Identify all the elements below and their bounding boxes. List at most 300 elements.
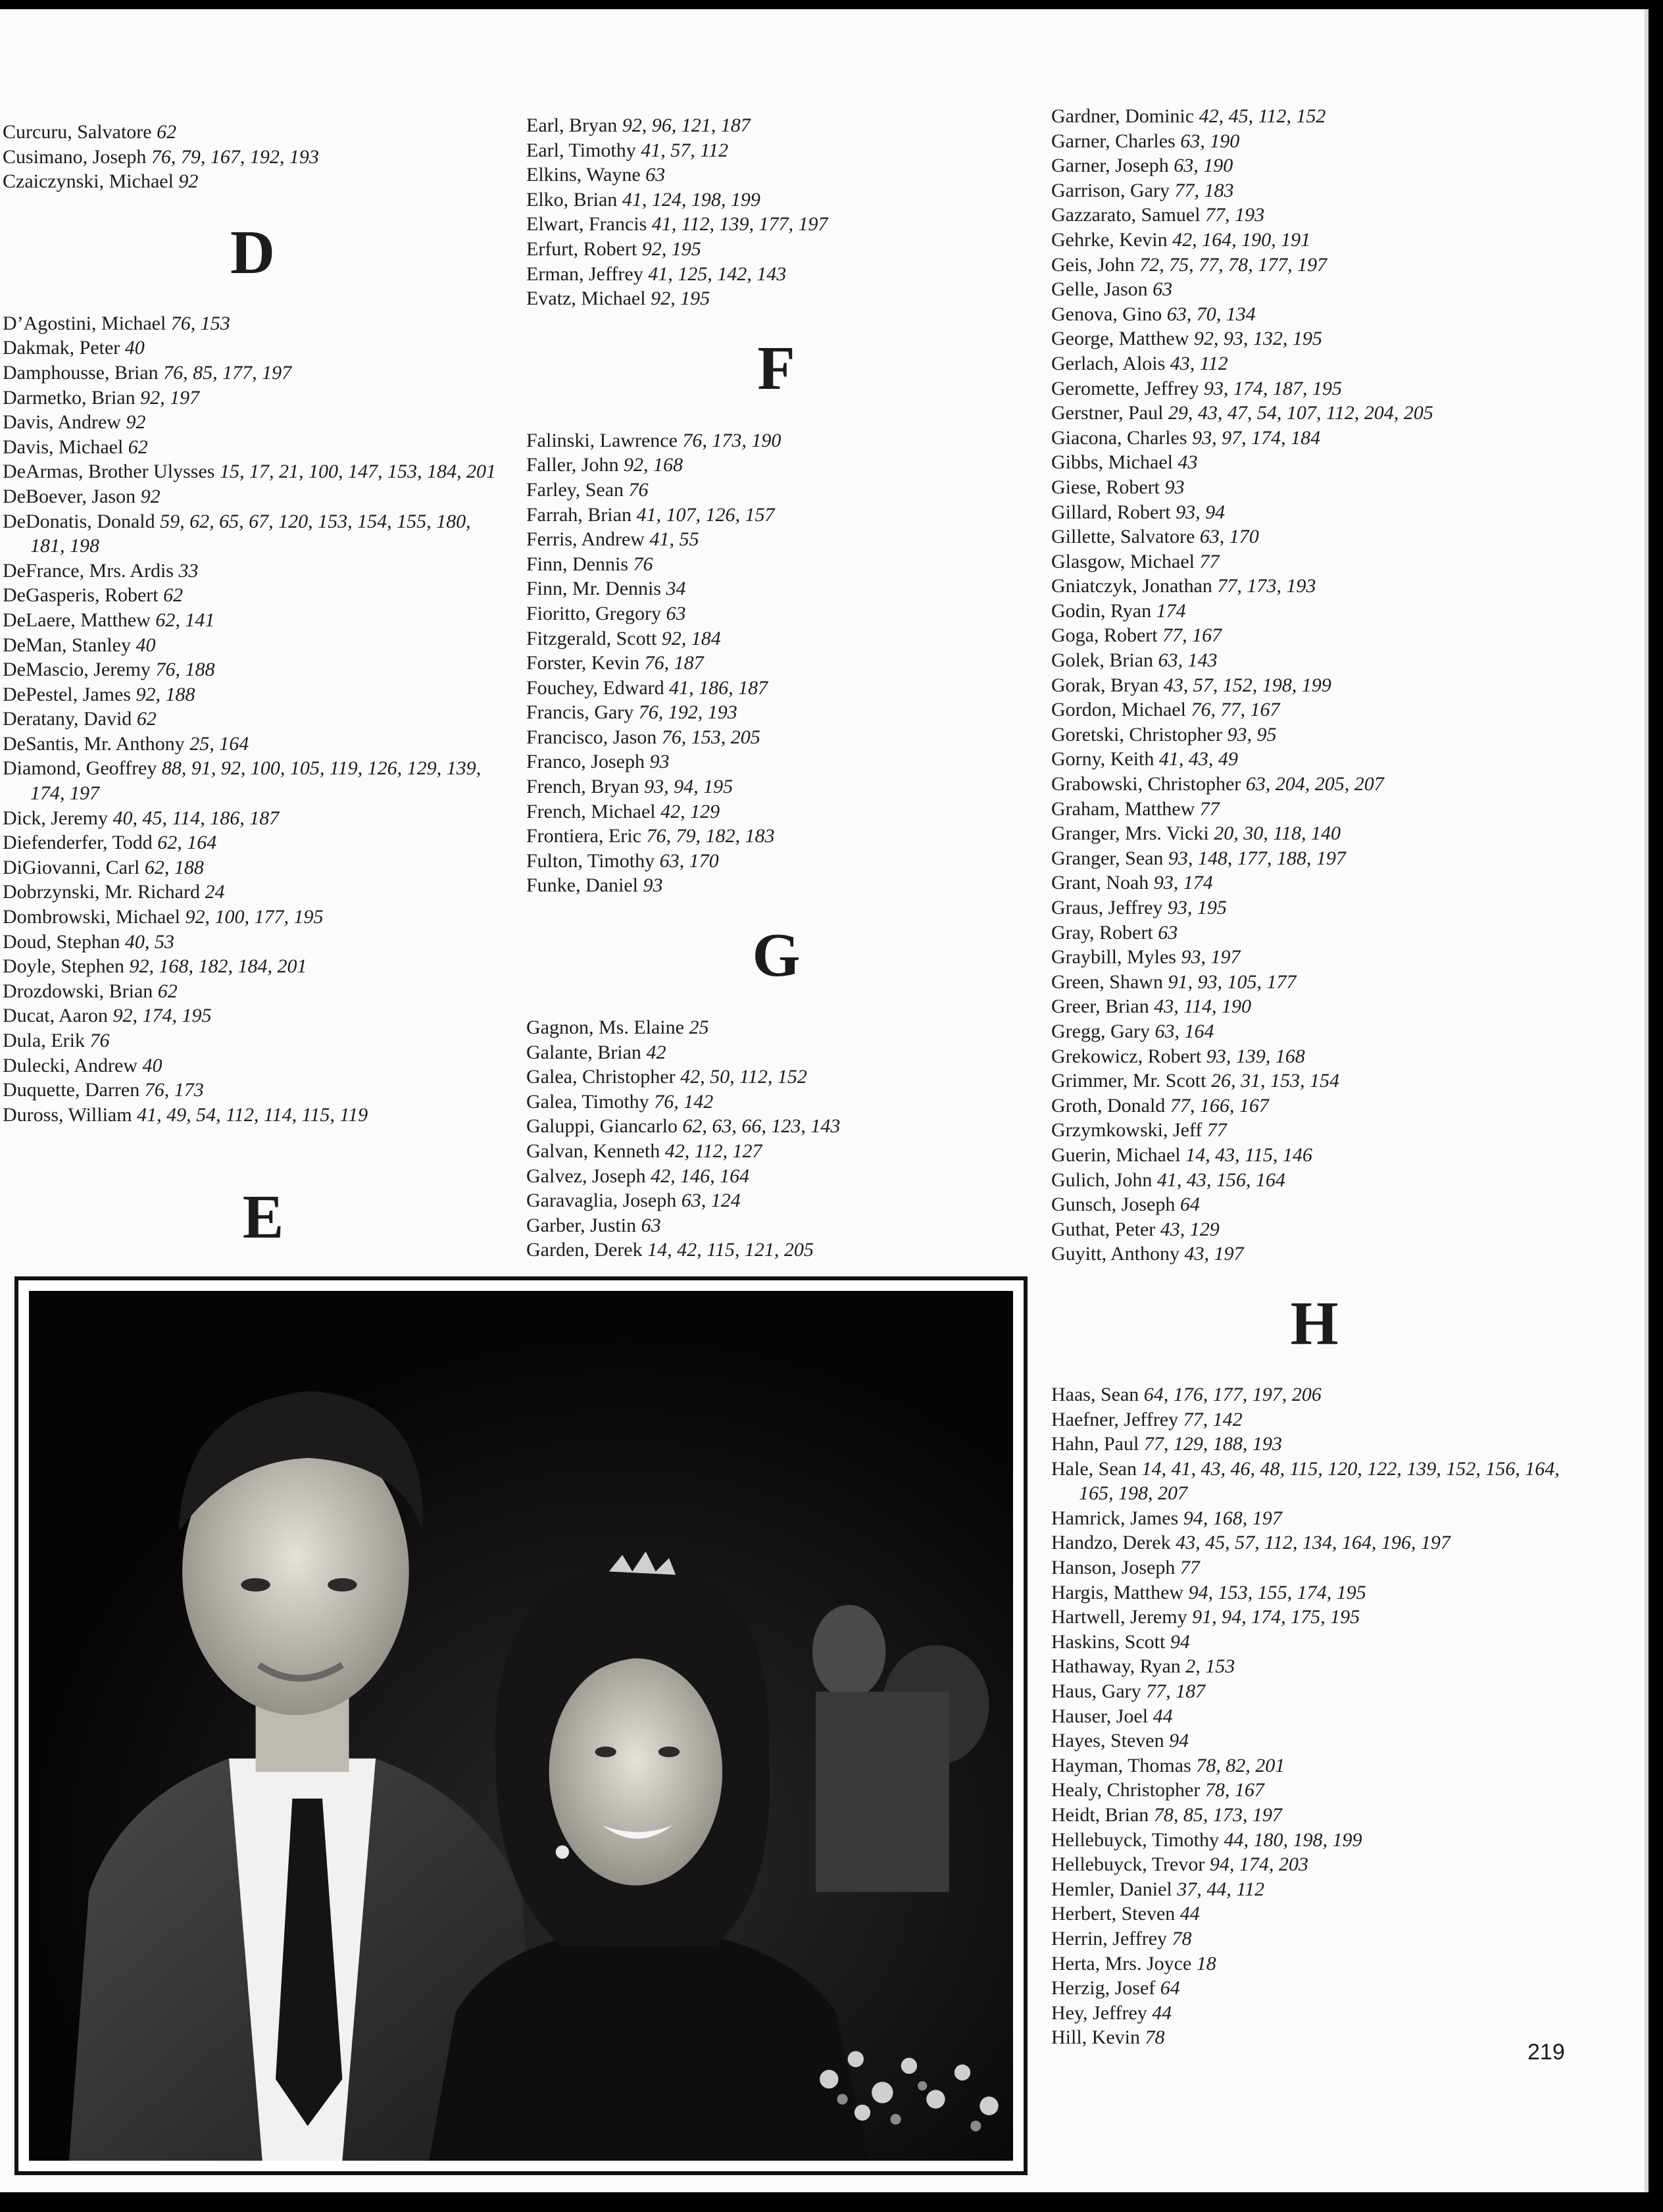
photo-frame (14, 1276, 1028, 2175)
index-entry (3, 830, 503, 855)
entry-pages: 88, 91, 92, 100, 105, 119, 126, 129, 139, 174, 197 (30, 757, 482, 805)
entry-pages: 24 (205, 881, 225, 903)
entry-pages: 72, 75, 77, 78, 177, 197 (1139, 253, 1328, 276)
entry-name: Gerlach, Alois (1051, 352, 1166, 374)
entry-pages: 78 (1172, 1927, 1192, 1949)
entry-pages: 63, 143 (1158, 649, 1218, 672)
entry-pages: 63, 124 (681, 1190, 741, 1212)
entry-name: Earl, Timothy (526, 139, 636, 161)
entry-name: Farrah, Brian (526, 503, 632, 526)
index-entry (3, 732, 503, 757)
entry-name: Herzig, Josef (1051, 1977, 1156, 1999)
index-entry (1051, 401, 1577, 426)
entry-group-h (1051, 1382, 1577, 2050)
entry-name: Frontiera, Eric (526, 825, 641, 847)
entry-pages: 77, 129, 188, 193 (1143, 1433, 1282, 1455)
entry-pages: 62 (163, 584, 184, 607)
entry-name: Hauser, Joel (1051, 1705, 1149, 1727)
index-entry (1051, 1432, 1577, 1457)
entry-name: Hayes, Steven (1051, 1730, 1164, 1752)
entry-name: Funke, Daniel (526, 874, 638, 897)
entry-name: Heidt, Brian (1051, 1804, 1149, 1826)
entry-pages: 42, 50, 112, 152 (680, 1066, 807, 1088)
index-entry (3, 633, 503, 658)
index-entry (1051, 574, 1577, 599)
index-entry (3, 855, 503, 880)
entry-pages: 62, 63, 66, 123, 143 (682, 1115, 841, 1138)
entry-name: Hemler, Daniel (1051, 1878, 1172, 1900)
index-entry (526, 873, 1026, 898)
entry-pages: 29, 43, 47, 54, 107, 112, 204, 205 (1168, 402, 1433, 424)
entry-name: Doud, Stephan (3, 930, 120, 953)
entry-pages: 40, 53 (124, 930, 174, 953)
entry-name: Gunsch, Joseph (1051, 1194, 1176, 1216)
entry-pages: 91, 93, 105, 177 (1168, 970, 1297, 993)
index-entry (526, 453, 1026, 478)
entry-pages: 41, 43, 156, 164 (1156, 1169, 1285, 1191)
entry-pages: 78 (1145, 2026, 1165, 2049)
entry-name: Hanson, Joseph (1051, 1557, 1176, 1579)
index-entry (1051, 1093, 1577, 1119)
index-entry (1051, 2001, 1577, 2026)
entry-pages: 76, 153 (170, 312, 230, 334)
entry-name: Fioritto, Gregory (526, 602, 661, 624)
entry-name: Gelle, Jason (1051, 278, 1148, 301)
index-entry (1051, 524, 1577, 549)
entry-pages: 43, 112 (1170, 352, 1228, 374)
entry-pages: 63, 170 (1199, 526, 1259, 548)
index-entry (1051, 648, 1577, 673)
section-letter-h: H (1290, 1289, 1339, 1358)
index-entry (3, 806, 503, 831)
entry-pages: 93, 148, 177, 188, 197 (1168, 847, 1346, 869)
index-entry (3, 1003, 503, 1028)
entry-name: Handzo, Derek (1051, 1532, 1171, 1554)
entry-pages: 2, 153 (1185, 1655, 1235, 1678)
scan-border (0, 0, 1663, 9)
entry-name: DePestel, James (3, 683, 131, 705)
entry-pages: 25, 164 (189, 732, 249, 755)
index-entry (1051, 1926, 1577, 1951)
entry-pages: 77, 173, 193 (1217, 575, 1316, 597)
entry-pages: 44 (1152, 2001, 1172, 2024)
index-entry (526, 676, 1026, 701)
index-entry (1051, 697, 1577, 722)
entry-name: Hayman, Thomas (1051, 1754, 1191, 1776)
index-entry (526, 286, 1026, 311)
entry-pages: 59, 62, 65, 67, 120, 153, 154, 155, 180, 181, 198 (30, 510, 471, 557)
entry-name: Duross, William (3, 1103, 132, 1126)
entry-pages: 63 (641, 1214, 661, 1236)
index-column-2 (526, 113, 1026, 1263)
entry-pages: 93, 195 (1167, 897, 1227, 918)
index-entry (3, 386, 503, 411)
index-entry (526, 1040, 1026, 1065)
entry-name: Evatz, Michael (526, 288, 646, 310)
entry-name: Giacona, Charles (1051, 426, 1187, 449)
entry-name: DeFrance, Mrs. Ardis (3, 559, 174, 582)
yearbook-index-page (0, 9, 1649, 2192)
index-entry (3, 930, 503, 955)
entry-pages: 76, 173, 190 (682, 429, 782, 451)
entry-pages: 76 (628, 478, 649, 501)
index-entry (526, 799, 1026, 824)
index-entry (1051, 1630, 1577, 1655)
entry-name: Franco, Joseph (526, 751, 645, 773)
entry-name: Geromette, Jeffrey (1051, 377, 1199, 399)
index-entry (3, 954, 503, 979)
entry-pages: 14, 43, 115, 146 (1185, 1144, 1312, 1166)
entry-pages: 41, 57, 112 (641, 139, 728, 161)
index-entry (3, 145, 503, 170)
index-entry (526, 262, 1026, 287)
entry-name: Gray, Robert (1051, 921, 1153, 943)
entry-pages: 34 (666, 578, 686, 600)
entry-pages: 76, 142 (654, 1090, 714, 1113)
entry-name: Gillette, Salvatore (1051, 526, 1195, 548)
entry-pages: 14, 41, 43, 46, 48, 115, 120, 122, 139, 152, 156, 164, 165, 198, 207 (1079, 1457, 1560, 1505)
index-entry (526, 113, 1026, 138)
entry-pages: 92, 168, 182, 184, 201 (129, 955, 307, 978)
entry-name: Erman, Jeffrey (526, 263, 643, 285)
entry-pages: 40, 45, 114, 186, 187 (112, 807, 280, 829)
entry-name: Garner, Joseph (1051, 155, 1169, 177)
entry-name: Hey, Jeffrey (1051, 2001, 1147, 2024)
index-entry (1051, 326, 1577, 351)
index-entry (1051, 376, 1577, 401)
entry-name: Dulecki, Andrew (3, 1054, 137, 1076)
entry-name: Galea, Timothy (526, 1090, 649, 1113)
entry-pages: 76, 85, 177, 197 (163, 361, 292, 384)
entry-pages: 63 (666, 602, 686, 624)
section-letter-e: E (242, 1183, 284, 1251)
entry-pages: 63, 204, 205, 207 (1245, 773, 1384, 795)
entry-name: Fitzgerald, Scott (526, 627, 657, 649)
index-entry (526, 1090, 1026, 1115)
entry-name: Grabowski, Christopher (1051, 773, 1241, 795)
entry-name: DeArmas, Brother Ulysses (3, 461, 215, 483)
index-entry (1051, 426, 1577, 451)
index-entry (3, 1028, 503, 1053)
entry-name: Hamrick, James (1051, 1507, 1179, 1529)
entry-name: Hargis, Matthew (1051, 1581, 1184, 1603)
index-entry (1051, 1242, 1577, 1267)
index-entry (3, 311, 503, 336)
entry-pages: 43 (1178, 451, 1198, 474)
entry-pages: 62 (136, 708, 157, 730)
entry-group-d (3, 311, 503, 1128)
entry-name: Gehrke, Kevin (1051, 228, 1168, 251)
index-entry (526, 774, 1026, 799)
entry-name: Dakmak, Peter (3, 337, 120, 359)
entry-pages: 63, 190 (1180, 130, 1240, 152)
entry-name: Greer, Brian (1051, 995, 1149, 1018)
index-entry (3, 682, 503, 707)
index-entry (1051, 623, 1577, 648)
index-entry (1051, 1192, 1577, 1217)
index-entry (526, 237, 1026, 262)
index-entry (3, 583, 503, 608)
entry-name: Erfurt, Robert (526, 238, 637, 260)
entry-pages: 93, 197 (1181, 946, 1241, 968)
entry-name: Gregg, Gary (1051, 1020, 1150, 1042)
index-entry (526, 1213, 1026, 1238)
index-entry (1051, 302, 1577, 327)
entry-name: Ducat, Aaron (3, 1005, 108, 1027)
entry-pages: 44 (1179, 1903, 1200, 1925)
entry-pages: 92, 168 (623, 454, 683, 476)
entry-name: Forster, Kevin (526, 652, 640, 674)
index-column-3 (1051, 104, 1577, 2050)
entry-name: Falinski, Lawrence (526, 429, 678, 451)
entry-name: Galuppi, Giancarlo (526, 1115, 678, 1138)
entry-name: DeGasperis, Robert (3, 584, 159, 607)
index-entry (3, 756, 503, 805)
index-entry (1051, 129, 1577, 154)
index-entry (526, 503, 1026, 528)
index-entry (3, 435, 503, 460)
entry-name: Elko, Brian (526, 188, 618, 211)
entry-pages: 77, 183 (1174, 179, 1234, 201)
entry-name: DiGiovanni, Carl (3, 856, 140, 878)
entry-pages: 62 (157, 121, 177, 143)
index-entry (1051, 1679, 1577, 1704)
entry-pages: 37, 44, 112 (1177, 1878, 1265, 1900)
entry-name: Goga, Robert (1051, 624, 1158, 647)
entry-pages: 42, 45, 112, 152 (1199, 105, 1326, 127)
index-entry (1051, 1877, 1577, 1902)
entry-name: Galea, Christopher (526, 1066, 676, 1088)
index-entry (1051, 1605, 1577, 1630)
entry-name: Giese, Robert (1051, 476, 1160, 498)
index-entry (526, 1164, 1026, 1189)
index-entry (1051, 228, 1577, 253)
index-entry (3, 707, 503, 732)
entry-pages: 76, 192, 193 (638, 701, 737, 724)
index-entry (1051, 1901, 1577, 1926)
entry-name: Finn, Mr. Dennis (526, 578, 662, 600)
entry-pages: 40 (136, 634, 156, 656)
index-entry (1051, 450, 1577, 475)
entry-name: Fulton, Timothy (526, 849, 655, 872)
entry-name: Gerstner, Paul (1051, 402, 1164, 424)
index-entry (1051, 253, 1577, 278)
section-letter-d: D (230, 218, 275, 287)
index-entry (1051, 203, 1577, 228)
entry-pages: 77, 187 (1146, 1680, 1206, 1703)
entry-name: Czaiczynski, Michael (3, 170, 174, 193)
index-entry (1051, 104, 1577, 129)
index-entry (1051, 1753, 1577, 1778)
entry-name: D’Agostini, Michael (3, 312, 166, 334)
index-entry (3, 120, 503, 145)
entry-pages: 92, 197 (140, 386, 200, 409)
entry-pages: 93, 94 (1176, 501, 1226, 523)
index-entry (1051, 722, 1577, 747)
couple-photo (29, 1291, 1013, 2161)
index-entry (1051, 475, 1577, 500)
entry-pages: 43, 129 (1160, 1218, 1220, 1240)
entry-name: Hale, Sean (1051, 1457, 1137, 1480)
entry-pages: 76, 187 (644, 652, 704, 674)
index-entry (526, 824, 1026, 849)
index-entry (526, 626, 1026, 651)
index-entry (1051, 500, 1577, 525)
entry-pages: 94, 153, 155, 174, 195 (1188, 1581, 1366, 1603)
entry-pages: 94, 174, 203 (1209, 1853, 1308, 1876)
entry-name: Francis, Gary (526, 701, 634, 724)
entry-name: DeDonatis, Donald (3, 510, 155, 532)
entry-pages: 40 (142, 1054, 162, 1076)
entry-name: Groth, Donald (1051, 1094, 1166, 1117)
entry-pages: 92 (126, 411, 146, 434)
index-entry (1051, 1506, 1577, 1531)
entry-name: Guthat, Peter (1051, 1218, 1156, 1240)
entry-pages: 44, 180, 198, 199 (1224, 1828, 1362, 1851)
entry-pages: 20, 30, 118, 140 (1214, 822, 1341, 845)
index-entry (3, 905, 503, 930)
index-entry (526, 138, 1026, 163)
index-entry (526, 725, 1026, 750)
index-entry (526, 1065, 1026, 1090)
entry-group-g-part1 (526, 1015, 1026, 1263)
entry-pages: 43, 197 (1184, 1243, 1244, 1265)
entry-name: Gniatczyk, Jonathan (1051, 575, 1212, 597)
entry-pages: 41, 43, 49 (1158, 748, 1238, 770)
entry-pages: 63 (1153, 278, 1173, 301)
entry-pages: 62, 164 (157, 832, 217, 854)
entry-pages: 64 (1160, 1977, 1180, 1999)
entry-pages: 92, 195 (641, 238, 701, 260)
entry-name: Francisco, Jason (526, 726, 657, 748)
entry-pages: 25 (689, 1017, 709, 1039)
entry-name: Hahn, Paul (1051, 1433, 1139, 1455)
entry-name: Gulich, John (1051, 1169, 1153, 1191)
entry-name: Grimmer, Mr. Scott (1051, 1070, 1206, 1092)
entry-name: Haefner, Jeffrey (1051, 1408, 1179, 1430)
entry-pages: 92, 93, 132, 195 (1193, 328, 1322, 350)
entry-name: Hartwell, Jeremy (1051, 1606, 1187, 1628)
entry-name: Granger, Mrs. Vicki (1051, 822, 1209, 845)
entry-name: Herbert, Steven (1051, 1903, 1176, 1925)
index-entry (1051, 2025, 1577, 2050)
index-entry (3, 1103, 503, 1128)
index-entry (526, 601, 1026, 626)
index-entry (1051, 1778, 1577, 1803)
entry-name: Godin, Ryan (1051, 599, 1152, 622)
entry-name: Darmetko, Brian (3, 386, 136, 409)
entry-name: Guyitt, Anthony (1051, 1243, 1180, 1265)
entry-name: George, Matthew (1051, 328, 1189, 350)
index-entry (1051, 1407, 1577, 1432)
index-entry (526, 188, 1026, 213)
index-entry (3, 459, 503, 484)
index-entry (1051, 1019, 1577, 1044)
entry-pages: 92 (178, 170, 199, 193)
entry-pages: 64, 176, 177, 197, 206 (1143, 1383, 1322, 1405)
entry-group-g-part2 (1051, 104, 1577, 1267)
entry-pages: 42, 129 (660, 800, 720, 822)
index-entry (1051, 673, 1577, 698)
index-entry (526, 527, 1026, 552)
index-entry (1051, 994, 1577, 1019)
entry-name: DeBoever, Jason (3, 485, 136, 507)
entry-pages: 77, 167 (1162, 624, 1222, 647)
entry-group-f (526, 428, 1026, 898)
index-entry (526, 552, 1026, 577)
entry-pages: 33 (178, 559, 199, 582)
entry-pages: 63 (1158, 921, 1178, 943)
entry-pages: 62, 141 (155, 609, 215, 631)
entry-pages: 93, 94, 195 (644, 776, 733, 798)
index-entry (1051, 1068, 1577, 1093)
entry-name: Earl, Bryan (526, 114, 618, 136)
entry-name: Diefenderfer, Todd (3, 832, 153, 854)
page-number: 219 (1527, 2040, 1565, 2065)
index-entry (526, 478, 1026, 503)
entry-pages: 63, 164 (1154, 1020, 1214, 1042)
entry-name: Curcuru, Salvatore (3, 121, 152, 143)
index-entry (1051, 1852, 1577, 1877)
entry-name: Dobrzynski, Mr. Richard (3, 881, 200, 903)
entry-pages: 41, 112, 139, 177, 197 (651, 213, 828, 236)
entry-pages: 77 (1179, 1557, 1200, 1579)
entry-name: Cusimano, Joseph (3, 145, 147, 168)
entry-name: Dombrowski, Michael (3, 906, 180, 928)
index-entry (1051, 1168, 1577, 1193)
entry-name: Haas, Sean (1051, 1383, 1139, 1405)
index-entry (1051, 549, 1577, 574)
photo-illustration (29, 1291, 1013, 2161)
entry-pages: 93, 174, 187, 195 (1203, 377, 1342, 399)
entry-name: Garavaglia, Joseph (526, 1190, 677, 1212)
index-entry (3, 979, 503, 1004)
entry-name: Ferris, Andrew (526, 528, 645, 551)
entry-pages: 43, 45, 57, 112, 134, 164, 196, 197 (1176, 1532, 1451, 1554)
entry-pages: 76, 77, 167 (1191, 699, 1280, 721)
entry-pages: 78, 167 (1204, 1779, 1264, 1801)
index-entry (1051, 1704, 1577, 1729)
entry-name: Grekowicz, Robert (1051, 1045, 1202, 1067)
index-entry (3, 559, 503, 584)
entry-name: Dula, Erik (3, 1030, 85, 1051)
entry-name: Haus, Gary (1051, 1680, 1141, 1703)
entry-name: Dick, Jeremy (3, 807, 108, 829)
index-entry (526, 212, 1026, 237)
entry-name: Hellebuyck, Timothy (1051, 1828, 1220, 1851)
entry-pages: 14, 42, 115, 121, 205 (647, 1239, 814, 1261)
entry-name: Faller, John (526, 454, 619, 476)
entry-pages: 78, 85, 173, 197 (1153, 1804, 1282, 1826)
entry-name: Gazzarato, Samuel (1051, 204, 1201, 226)
entry-pages: 91, 94, 174, 175, 195 (1192, 1606, 1360, 1628)
entry-pages: 41, 186, 187 (669, 676, 768, 699)
entry-name: Garber, Justin (526, 1214, 637, 1236)
entry-name: Gagnon, Ms. Elaine (526, 1017, 684, 1039)
entry-name: Glasgow, Michael (1051, 550, 1195, 572)
index-entry (526, 576, 1026, 601)
entry-pages: 92, 96, 121, 187 (622, 114, 751, 136)
entry-name: Deratany, David (3, 708, 132, 730)
entry-pages: 94, 168, 197 (1183, 1507, 1282, 1529)
index-entry (526, 1139, 1026, 1164)
entry-pages: 93 (649, 751, 670, 773)
entry-pages: 93, 139, 168 (1206, 1045, 1305, 1067)
entry-pages: 62, 188 (144, 856, 204, 878)
entry-pages: 43, 57, 152, 198, 199 (1163, 674, 1331, 696)
entry-name: Goretski, Christopher (1051, 723, 1222, 745)
entry-pages: 76 (633, 553, 653, 575)
